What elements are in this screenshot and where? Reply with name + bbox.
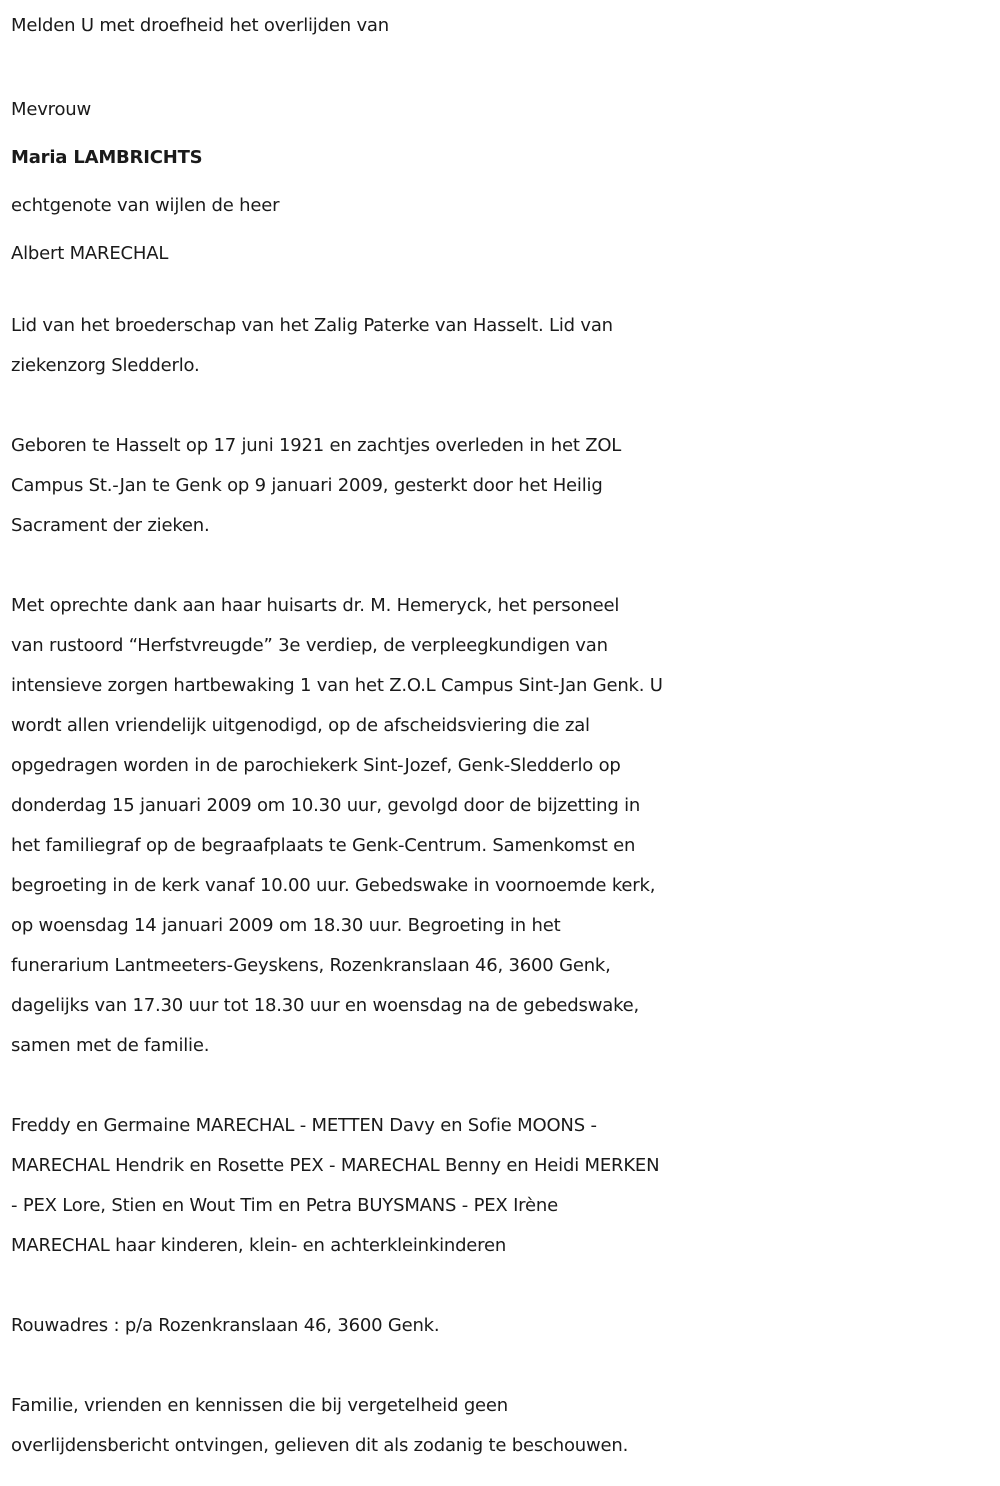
birth-death-line: Campus St.-Jan te Genk op 9 januari 2009, gesterkt door het Heilig	[11, 475, 603, 496]
thanks-line: intensieve zorgen hartbewaking 1 van het Z.O.L Campus Sint-Jan Genk. U	[11, 675, 663, 696]
thanks-line: het familiegraf op de begraafplaats te Genk-Centrum. Samenkomst en	[11, 835, 636, 856]
spacer	[11, 278, 991, 306]
intro-text: Melden U met droefheid het overlijden van	[11, 15, 389, 36]
membership-line: ziekenzorg Sledderlo.	[11, 355, 200, 376]
family-line: Freddy en Germaine MARECHAL - METTEN Davy en Sofie MOONS -	[11, 1115, 597, 1136]
thanks-line: van rustoord “Herfstvreugde” 3e verdiep, de verpleegkundigen van	[11, 635, 608, 656]
thanks-line: dagelijks van 17.30 uur tot 18.30 uur en woensdag na de gebedswake,	[11, 995, 640, 1016]
relation-text: echtgenote van wijlen de heer	[11, 195, 280, 216]
spacer	[11, 46, 991, 86]
deceased-name: Maria LAMBRICHTS	[11, 147, 203, 168]
spouse-name: Albert MARECHAL	[11, 243, 169, 264]
closing-line: Familie, vrienden en kennissen die bij vergetelheid geen	[11, 1395, 509, 1416]
spacer	[11, 546, 991, 586]
birth-death-line: Geboren te Hasselt op 17 juni 1921 en zachtjes overleden in het ZOL	[11, 435, 622, 456]
spacer	[11, 1066, 991, 1106]
closing-paragraph	[11, 1386, 991, 1466]
birth-death-line: Sacrament der zieken.	[11, 515, 210, 536]
birth-death-paragraph	[11, 426, 991, 546]
salutation: Mevrouw	[11, 99, 92, 120]
family-line: - PEX Lore, Stien en Wout Tim en Petra BUYSMANS - PEX Irène	[11, 1195, 558, 1216]
spacer	[11, 1346, 991, 1386]
thanks-line: op woensdag 14 januari 2009 om 18.30 uur. Begroeting in het	[11, 915, 561, 936]
membership-paragraph	[11, 306, 991, 386]
obituary-document	[11, 6, 991, 1466]
spacer	[11, 1266, 991, 1306]
thanks-service-paragraph	[11, 586, 991, 1066]
thanks-line: opgedragen worden in de parochiekerk Sint-Jozef, Genk-Sledderlo op	[11, 755, 621, 776]
family-paragraph	[11, 1106, 991, 1266]
thanks-line: samen met de familie.	[11, 1035, 210, 1056]
family-line: MARECHAL haar kinderen, klein- en achterkleinkinderen	[11, 1235, 507, 1256]
thanks-line: donderdag 15 januari 2009 om 10.30 uur, gevolgd door de bijzetting in	[11, 795, 641, 816]
mourning-address: Rouwadres : p/a Rozenkranslaan 46, 3600 Genk.	[11, 1315, 440, 1336]
closing-line: overlijdensbericht ontvingen, gelieven dit als zodanig te beschouwen.	[11, 1435, 629, 1456]
thanks-line: Met oprechte dank aan haar huisarts dr. M. Hemeryck, het personeel	[11, 595, 620, 616]
membership-line: Lid van het broederschap van het Zalig Paterke van Hasselt. Lid van	[11, 315, 613, 336]
family-line: MARECHAL Hendrik en Rosette PEX - MARECHAL Benny en Heidi MERKEN	[11, 1155, 660, 1176]
spacer	[11, 386, 991, 426]
thanks-line: begroeting in de kerk vanaf 10.00 uur. Gebedswake in voornoemde kerk,	[11, 875, 656, 896]
thanks-line: wordt allen vriendelijk uitgenodigd, op de afscheidsviering die zal	[11, 715, 590, 736]
thanks-line: funerarium Lantmeeters-Geyskens, Rozenkranslaan 46, 3600 Genk,	[11, 955, 611, 976]
